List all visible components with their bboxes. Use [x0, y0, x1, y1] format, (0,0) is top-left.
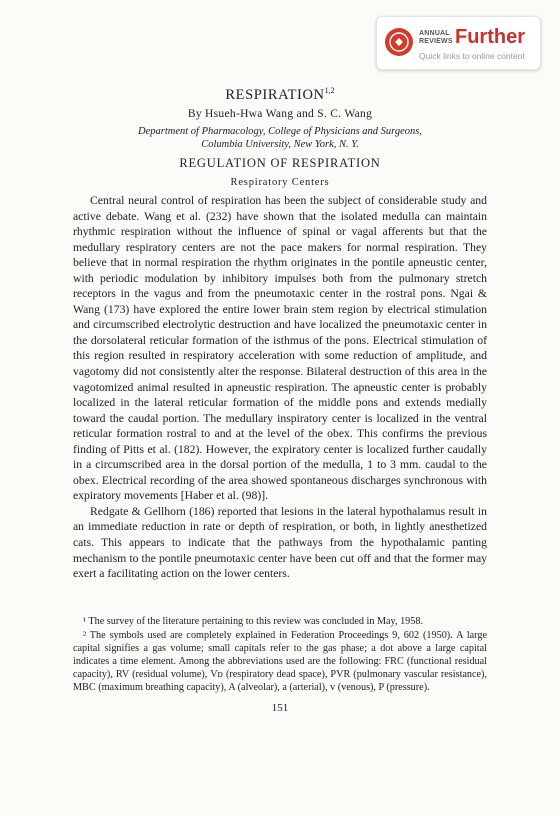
footnotes: [73, 615, 487, 695]
annual-reviews-wordmark: ANNUAL REVIEWS: [419, 30, 453, 45]
footnote: ¹ The survey of the literature pertaining to this review was concluded in May, 1958.: [83, 616, 423, 627]
paragraph: Central neural control of respiration has been the subject of considerable study and active debate. Wang et al. (232) have shown that the isolated medulla can maintain rhythmic respiration without the influence of spinal or vagal afferents but that the medullary respiratory centers are not the pace makers for normal respiration. They believe that in normal respiration the rhythm originates in the pontile apneustic center, with periodic modulation by inhibitory impulses both from the pulmonary stretch receptors in the vagus and from the pneumotaxic center in the rostral pons. Ngai & Wang (173) have explored the entire lower brain stem region by electrical stimulation and circumscribed electrolytic destruction and have localized the pneumotaxic center in the dorsolateral reticular formation of the isthmus of the pons. Electrical stimulation of this region resulted in respiratory acceleration with some reduction of amplitude, and vagotomy did not consistently alter the response. Bilateral destruction of this area in the vagotomized animal resulted in apneustic respiration. The apneustic center is probably localized in the lateral reticular formation of the middle pons and extends medially toward the caudal portion. The medullary inspiratory center is localized in the ventral reticular formation rostral to and at the level of the obex. This confirms the previous finding of Pitts et al. (182). However, the expiratory center is localized further caudally in a circumscribed area in the dorsal portion of the medulla, 1 to 3 mm. caudal to the obex. Electrical recording of the area showed spontaneous discharges synchronous with expiratory movements [Haber et al. (98)].: [73, 194, 487, 503]
annual-reviews-logo-icon: [385, 28, 413, 56]
footnote: ² The symbols used are completely explained in Federation Proceedings 9, 602 (1950). A large capital signifies a gas volume; small capitals refer to the gas phase; a dot above a large capital indicates a time element. Among the abbreviations used are the following: FRC (functional residual capacity), RV (residual volume), Vᴅ (respiratory dead space), PVR (pulmonary vascular resistance), MBC (maximum breathing capacity), A (alveolar), a (arterial), v (venous), P (pressure).: [73, 630, 487, 693]
body-text: [73, 193, 487, 582]
subsection-heading: Respiratory Centers: [230, 177, 330, 188]
quick-links-label: Quick links to online content: [419, 51, 525, 61]
paragraph: Redgate & Gellhorn (186) reported that lesions in the lateral hypothalamus result in an immediate reduction in rate or depth of respiration, or both, in lightly anesthetized cats. This appears to indicate that the pathways from the hypothalamic panting mechanism to the pontile pneumotaxic center have been cut off and that the former may exert a facilitating action on the lower centers.: [73, 504, 487, 581]
author-affiliation: Department of Pharmacology, College of Physicians and Surgeons, Columbia University, New York, N. Y.: [138, 126, 422, 150]
title-footnote-marks: 1,2: [324, 86, 335, 95]
section-heading: REGULATION OF RESPIRATION: [179, 156, 381, 170]
annual-reviews-further-badge[interactable]: [376, 16, 541, 70]
article-title: RESPIRATION$^{1,2}$: [225, 86, 335, 103]
article-authors: By Hsueh-Hwa Wang and S. C. Wang: [187, 108, 373, 120]
further-label: Further: [455, 26, 525, 48]
page-number: 151: [271, 702, 289, 714]
